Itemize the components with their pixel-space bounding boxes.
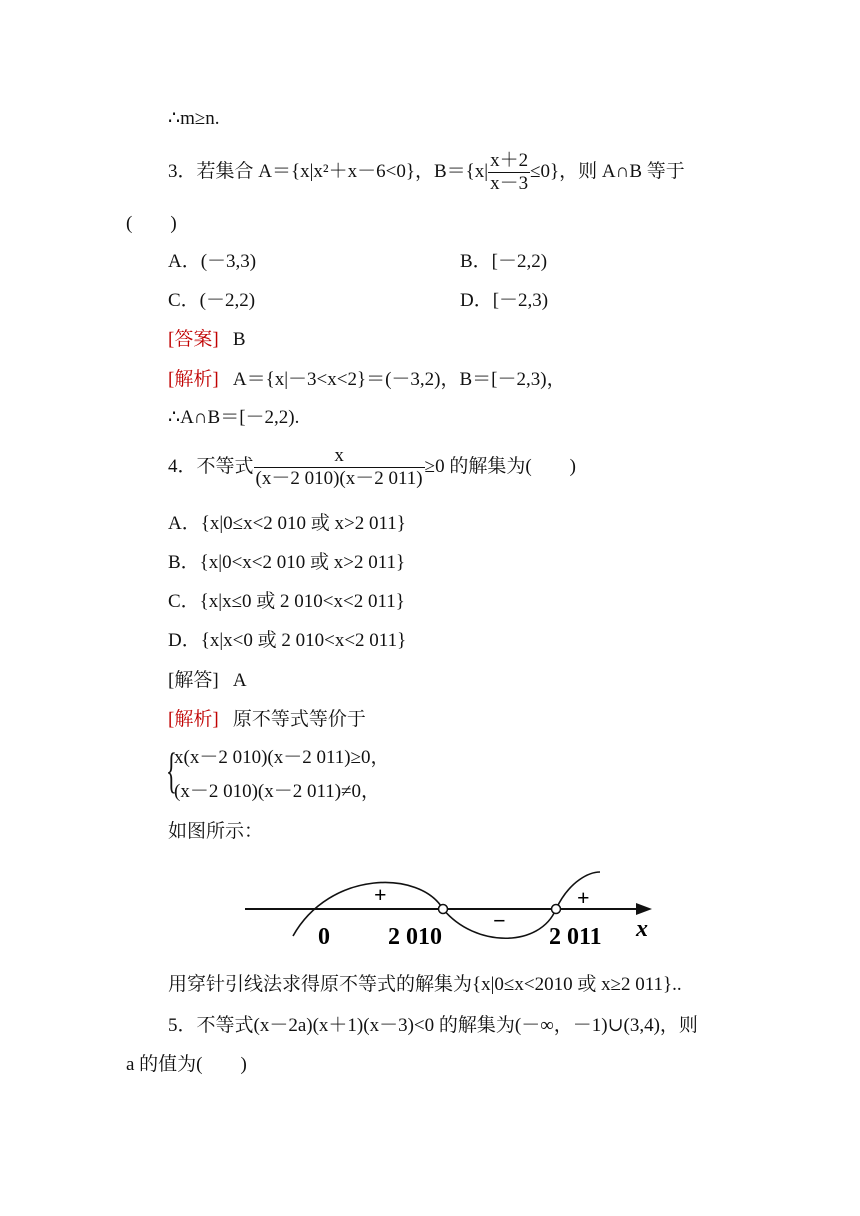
question-5-text: 不等式(x－2a)(x＋1)(x－3)<0 的解集为(－∞，－1)∪(3,4)，则 [196,1015,698,1036]
question-3-stem [168,150,685,195]
fraction-denominator: x－3 [490,173,529,195]
question-5-stem-line-2: a 的值为( ) [126,1054,247,1075]
option-3a: A．(－3,3) [168,251,257,272]
axis-label-x: x [636,916,648,942]
minus-sign: − [493,908,506,933]
previous-conclusion: ∴m≥n. [168,108,220,129]
option-4d: D．{x|x<0 或 2 010<x<2 011} [168,630,407,651]
system-line-2: (x－2 010)(x－2 011)≠0， [174,781,381,802]
analysis-intro: 原不等式等价于 [232,709,366,730]
analysis-line-2: ∴A∩B＝[－2,2). [168,407,300,428]
set-a: A＝{x|x²＋x－6<0}， [258,161,434,182]
option-4c: C．{x|x≤0 或 2 010<x<2 011} [168,591,405,612]
figure-caption: 如图所示： [168,821,264,842]
option-3d: D．[－2,3) [460,290,549,311]
question-5-stem-line-1 [168,1014,698,1038]
question-4-suffix: ≥0 的解集为( ) [424,456,576,477]
plus-sign-left: + [374,882,387,907]
plus-sign-right: + [577,885,590,910]
analysis-tag: [解析] [168,709,219,730]
fraction-numerator: x [334,445,344,467]
set-b-suffix: ≤0}，则 A∩B 等于 [530,161,685,182]
option-3c: C．(－2,2) [168,290,256,311]
system-brace: { [166,742,177,798]
analysis-tag: [解析] [168,369,219,390]
answer-tag: [解答] [168,670,219,691]
fraction-denominator: (x－2 010)(x－2 011) [255,468,423,490]
question-3-blank: ( ) [126,213,177,234]
set-b-prefix: B＝{x| [433,161,489,182]
question-4-conclusion: 用穿针引线法求得原不等式的解集为{x|0≤x<2010 或 x≥2 011}.. [168,974,682,995]
fraction-q4 [254,445,425,490]
option-4b: B．{x|0<x<2 010 或 x>2 011} [168,552,406,573]
answer-value: A [232,670,247,691]
answer-value: B [232,329,246,350]
tick-label-2011: 2 011 [549,924,602,950]
question-4-stem [168,445,576,490]
answer-tag: [答案] [168,329,219,350]
tick-label-2010: 2 010 [388,924,442,950]
question-4-number: 4． [168,456,197,477]
option-4a: A．{x|0≤x<2 010 或 x>2 011} [168,513,406,534]
question-3-prefix: 若集合 [196,161,254,182]
question-3-answer [168,328,246,352]
option-3b: B．[－2,2) [460,251,548,272]
fraction-numerator: x＋2 [490,150,529,172]
question-4-analysis [168,708,366,732]
system-line-1: x(x－2 010)(x－2 011)≥0， [174,747,390,768]
question-5-number: 5． [168,1015,197,1036]
question-3-number: 3． [168,161,197,182]
question-4-prefix: 不等式 [196,456,254,477]
fraction-b [488,150,530,195]
question-4-answer [168,669,247,693]
question-3-analysis [168,368,566,392]
sign-diagram [0,860,860,960]
tick-label-0: 0 [318,924,330,950]
analysis-line-1: A＝{x|－3<x<2}＝(－3,2)，B＝[－2,3)， [232,369,566,390]
